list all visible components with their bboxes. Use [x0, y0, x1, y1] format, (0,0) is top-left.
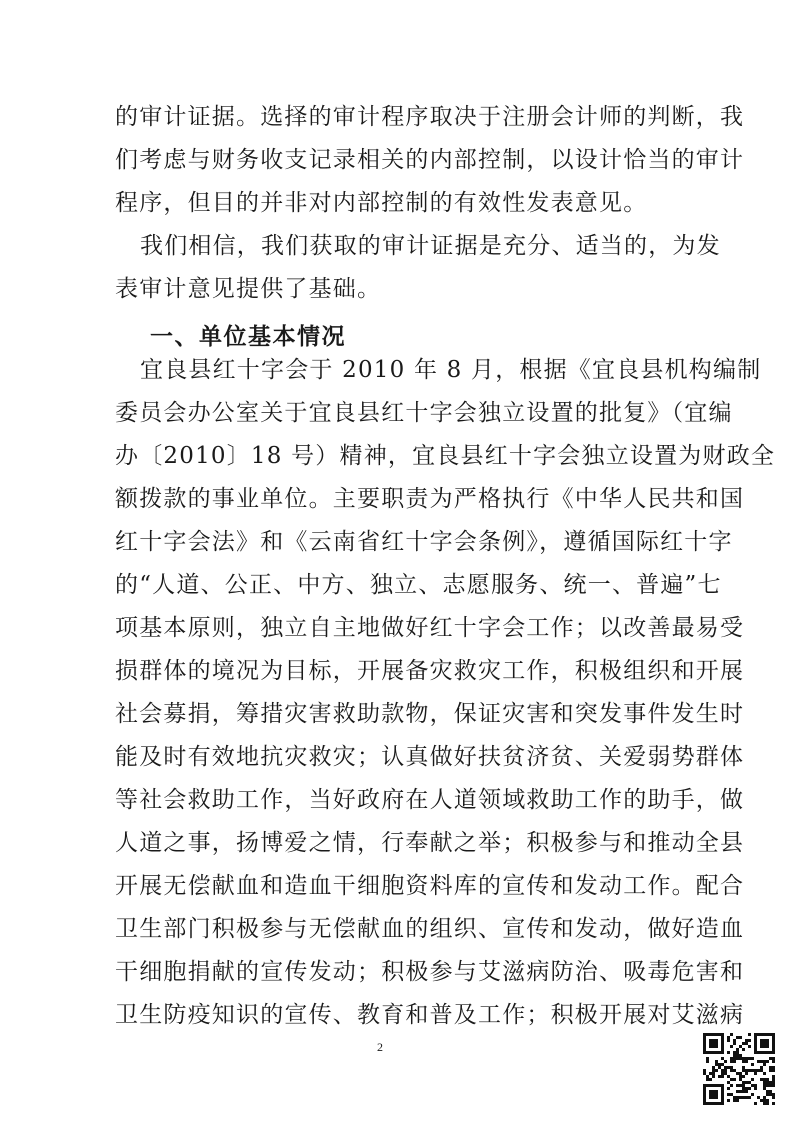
- body-text-line: 红十字会法》和《云南省红十字会条例》，遵循国际红十字: [115, 529, 733, 555]
- body-text-line: 项基本原则，独立自主地做好红十字会工作；以改善最易受: [115, 615, 745, 641]
- body-text-line: 委员会办公室关于宜良县红十字会独立设置的批复》（宜编: [115, 400, 733, 426]
- body-text-line: 的“人道、公正、中方、独立、志愿服务、统一、普遍”七: [115, 572, 722, 598]
- section-heading: 一、单位基本情况: [150, 324, 346, 350]
- qr-code-icon: [703, 1033, 775, 1105]
- body-text-line: 卫生防疫知识的宣传、教育和普及工作；积极开展对艾滋病: [115, 1002, 745, 1028]
- body-text-line: 能及时有效地抗灾救灾；认真做好扶贫济贫、关爱弱势群体: [115, 744, 745, 770]
- body-text-line: 办〔2010〕18 号）精神，宜良县红十字会独立设置为财政全: [115, 443, 776, 469]
- body-text-line: 卫生部门积极参与无偿献血的组织、宣传和发动，做好造血: [115, 916, 745, 942]
- page-number: 2: [377, 1040, 383, 1054]
- body-text-line: 表审计意见提供了基础。: [115, 276, 382, 302]
- body-text-line: 我们相信，我们获取的审计证据是充分、适当的，为发: [140, 233, 721, 259]
- body-text-line: 开展无偿献血和造血干细胞资料库的宣传和发动工作。配合: [115, 873, 745, 899]
- body-text-line: 的审计证据。选择的审计程序取决于注册会计师的判断，我: [115, 104, 745, 130]
- body-text-line: 等社会救助工作，当好政府在人道领域救助工作的助手，做: [115, 787, 745, 813]
- body-text-line: 程序，但目的并非对内部控制的有效性发表意见。: [115, 190, 648, 216]
- body-text-line: 损群体的境况为目标，开展备灾救灾工作，积极组织和开展: [115, 658, 745, 684]
- body-text-line: 们考虑与财务收支记录相关的内部控制，以设计恰当的审计: [115, 147, 745, 173]
- body-text-line: 额拨款的事业单位。主要职责为严格执行《中华人民共和国: [115, 486, 745, 512]
- body-text-line: 干细胞捐献的宣传发动；积极参与艾滋病防治、吸毒危害和: [115, 959, 745, 985]
- body-text-line: 社会募捐，筹措灾害救助款物，保证灾害和突发事件发生时: [115, 701, 745, 727]
- body-text-line: 宜良县红十字会于 2010 年 8 月，根据《宜良县机构编制: [140, 357, 762, 383]
- body-text-line: 人道之事，扬博爱之情，行奉献之举；积极参与和推动全县: [115, 830, 745, 856]
